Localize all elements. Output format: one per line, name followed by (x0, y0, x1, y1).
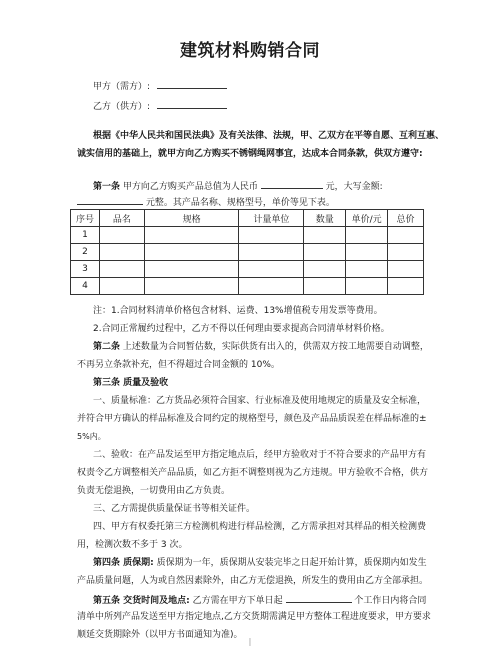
table-cell[interactable] (144, 244, 239, 261)
table-cell[interactable] (99, 278, 144, 295)
table-header: 总价 (388, 210, 424, 227)
party-b-label: 乙方（供方）: (93, 102, 151, 112)
article-5-line-3: 顺延交货期除外（以甲方书面通知为准)。 (77, 630, 243, 640)
party-a-label: 甲方（需方）: (93, 82, 151, 92)
table-cell[interactable] (346, 227, 388, 244)
table-cell[interactable] (346, 261, 388, 278)
article-2-heading: 第二条 (93, 342, 121, 352)
table-header-row (71, 210, 424, 227)
table-row (71, 278, 424, 295)
table-row (71, 261, 424, 278)
table-cell[interactable] (346, 244, 388, 261)
article-4-line-2: 产品质量问题，人为或自然因素除外，由乙方无偿退换，所发生的费用由乙方全部承担。 (77, 576, 429, 586)
goods-table (70, 209, 424, 295)
article-3-item-1-line-1: 一、质量标准：乙方货品必须符合国家、行业标准及使用地规定的质量及安全标准， (93, 396, 427, 406)
article-5-text-b: 个工作日内将合同 (354, 596, 427, 606)
article-1-text-b: 元，大写金额: (325, 182, 383, 192)
table-header: 计量单位 (239, 210, 304, 227)
article-2-line-2: 不再另立条款补充，但不得超过合同金额的 10%。 (77, 360, 280, 370)
table-header: 品名 (99, 210, 144, 227)
row-number: 3 (71, 261, 100, 278)
table-cell[interactable] (239, 244, 304, 261)
note-1: 注：1.合同材料清单价格包含材料、运费、13%增值税专用发票等费用。 (93, 306, 383, 316)
preamble-line-2: 诚实信用的基础上，就甲方向乙方购买不锈钢绳网事宜，达成本合同条款，供双方遵守: (77, 149, 423, 159)
amount-blank[interactable] (261, 179, 323, 189)
table-header: 单价/元 (346, 210, 388, 227)
article-2-text-a: 上述数量为合同暂估数，实际供货有出入的，供需双方按工地需要自动调整， (122, 342, 429, 352)
row-number: 4 (71, 278, 100, 295)
table-cell[interactable] (388, 278, 424, 295)
article-2-line-1 (93, 341, 429, 353)
table-cell[interactable] (304, 278, 346, 295)
row-number: 2 (71, 244, 100, 261)
article-4-heading: 第四条 质保期: (93, 558, 154, 568)
preamble-line-1: 根据《中华人民共和国民法典》及有关法律、法规，甲、乙双方在平等自愿、互利互惠、 (93, 131, 445, 141)
article-1-line-1 (93, 179, 383, 193)
table-cell[interactable] (304, 227, 346, 244)
article-5-heading: 第五条 交货时间及地点: (93, 596, 190, 606)
party-a-line (93, 79, 227, 93)
table-cell[interactable] (239, 227, 304, 244)
note-2: 2.合同正常履约过程中，乙方不得以任何理由要求提高合同清单材料价格。 (93, 324, 390, 334)
article-4-line-1 (93, 557, 427, 569)
article-5-line-2: 清单中所列产品发送至甲方指定地点,乙方交货期需满足甲方整体工程进度要求，甲方要求 (77, 612, 431, 622)
party-b-line (93, 99, 227, 113)
row-number: 1 (71, 227, 100, 244)
article-1-heading: 第一条 (93, 182, 121, 192)
article-4-text-a: 质保期为一年，质保期从安装完毕之日起开始计算，质保期内如发生 (156, 558, 427, 568)
party-b-blank[interactable] (157, 99, 227, 109)
workdays-blank[interactable] (286, 593, 352, 603)
contract-title: 建筑材料购销合同 (180, 41, 320, 61)
amount-words-blank[interactable] (77, 195, 143, 205)
table-cell[interactable] (388, 227, 424, 244)
table-cell[interactable] (239, 278, 304, 295)
party-a-blank[interactable] (157, 79, 227, 89)
table-cell[interactable] (388, 244, 424, 261)
table-cell[interactable] (99, 244, 144, 261)
article-3-item-2-line-3: 负责无偿退换，一切费用由乙方负责。 (77, 486, 231, 496)
article-3-item-3: 三、乙方需提供质量保证书等相关证件。 (93, 504, 256, 514)
table-cell[interactable] (239, 261, 304, 278)
article-3-heading: 第三条 质量及验收 (93, 378, 169, 388)
article-3-item-2-line-1: 二、验收：在产品发运至甲方指定地点后，经甲方验收对于不符合要求的产品甲方有 (93, 450, 427, 460)
article-5-line-1 (93, 593, 426, 607)
article-3-item-2-line-2: 权责令乙方调整相关产品品质，如乙方拒不调整则视为乙方违规。甲方验收不合格，供方 (77, 468, 429, 478)
article-1-text-c: 元整。其产品名称、规格型号，单价等见下表。 (145, 198, 335, 208)
table-row (71, 227, 424, 244)
table-cell[interactable] (144, 278, 239, 295)
table-row (71, 244, 424, 261)
table-cell[interactable] (346, 278, 388, 295)
table-header: 规格 (144, 210, 239, 227)
article-3-item-4-line-1: 四、甲方有权委托第三方检测机构进行样品检测，乙方需承担对其样品的相关检测费 (93, 522, 427, 532)
table-cell[interactable] (99, 261, 144, 278)
table-header: 数量 (304, 210, 346, 227)
article-1-line-2 (77, 195, 335, 209)
article-5-text-a: 乙方需在甲方下单日起 (192, 596, 283, 606)
page-marker: | (248, 637, 252, 646)
table-cell[interactable] (388, 261, 424, 278)
table-cell[interactable] (99, 227, 144, 244)
article-3-item-4-line-2: 用，检测次数不多于 3 次。 (77, 540, 188, 550)
table-cell[interactable] (144, 227, 239, 244)
table-cell[interactable] (304, 244, 346, 261)
article-3-item-1-line-3: 5%内。 (77, 432, 106, 441)
table-cell[interactable] (304, 261, 346, 278)
article-1-text-a: 甲方向乙方购买产品总值为人民币 (122, 182, 258, 192)
article-3-item-1-line-2: 并符合甲方确认的样品标准及合同约定的规格型号，颜色及产品品质误差在样品标准的± (77, 414, 427, 424)
table-cell[interactable] (144, 261, 239, 278)
table-header: 序号 (71, 210, 100, 227)
